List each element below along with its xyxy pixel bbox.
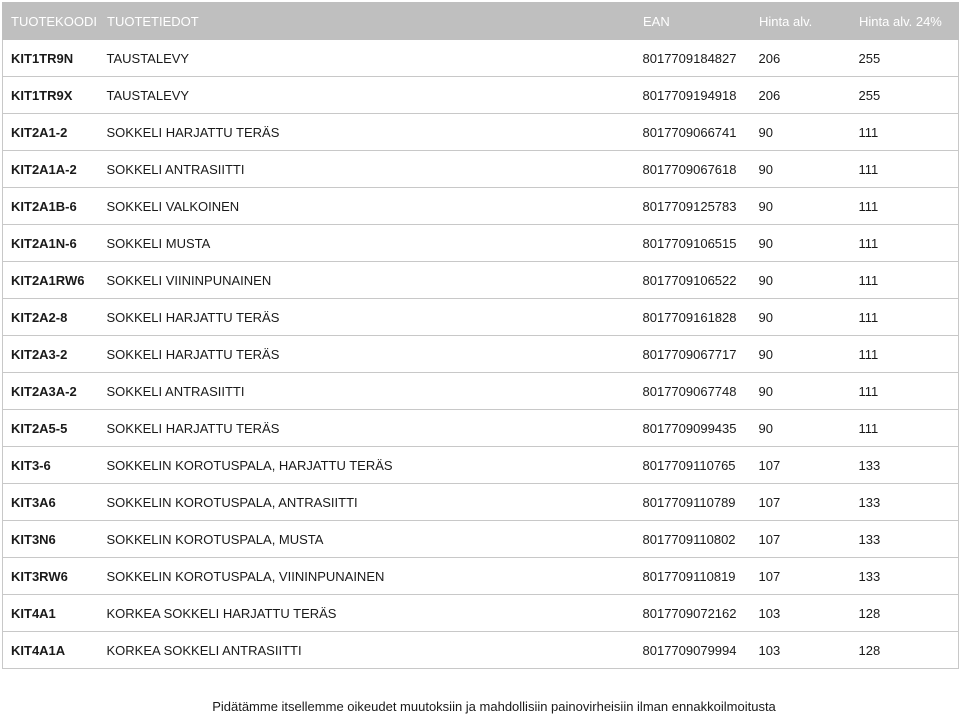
cell-product-info: SOKKELI ANTRASIITTI: [99, 373, 635, 410]
cell-product-info: SOKKELI VIININPUNAINEN: [99, 262, 635, 299]
cell-product-code: KIT2A5-5: [3, 410, 99, 447]
header-price: Hinta alv.: [751, 3, 851, 40]
header-product-code: TUOTEKOODI: [3, 3, 99, 40]
cell-ean: 8017709099435: [635, 410, 751, 447]
cell-ean: 8017709067618: [635, 151, 751, 188]
table-row: [3, 595, 959, 632]
cell-product-info: SOKKELI HARJATTU TERÄS: [99, 114, 635, 151]
cell-ean: 8017709110789: [635, 484, 751, 521]
cell-product-code: KIT4A1A: [3, 632, 99, 669]
cell-product-code: KIT3N6: [3, 521, 99, 558]
cell-product-info: SOKKELI HARJATTU TERÄS: [99, 410, 635, 447]
cell-product-code: KIT1TR9N: [3, 40, 99, 77]
cell-price-vat: 133: [851, 521, 959, 558]
header-price-vat: Hinta alv. 24%: [851, 3, 959, 40]
cell-price: 90: [751, 336, 851, 373]
cell-product-info: TAUSTALEVY: [99, 40, 635, 77]
cell-price: 90: [751, 299, 851, 336]
cell-price-vat: 111: [851, 262, 959, 299]
table-row: [3, 299, 959, 336]
table-row: [3, 262, 959, 299]
cell-price: 107: [751, 484, 851, 521]
cell-price: 90: [751, 373, 851, 410]
price-list: [2, 2, 958, 669]
cell-product-info: TAUSTALEVY: [99, 77, 635, 114]
table-row: [3, 77, 959, 114]
cell-price-vat: 111: [851, 188, 959, 225]
cell-price-vat: 111: [851, 336, 959, 373]
table-body: [3, 40, 959, 669]
table-row: [3, 40, 959, 77]
cell-product-info: SOKKELI HARJATTU TERÄS: [99, 299, 635, 336]
cell-ean: 8017709079994: [635, 632, 751, 669]
cell-price-vat: 111: [851, 373, 959, 410]
cell-product-info: KORKEA SOKKELI HARJATTU TERÄS: [99, 595, 635, 632]
cell-price: 90: [751, 114, 851, 151]
cell-price: 107: [751, 447, 851, 484]
cell-price: 107: [751, 558, 851, 595]
table-row: [3, 484, 959, 521]
cell-price-vat: 128: [851, 632, 959, 669]
cell-price-vat: 128: [851, 595, 959, 632]
cell-price: 90: [751, 151, 851, 188]
cell-ean: 8017709110819: [635, 558, 751, 595]
cell-ean: 8017709106515: [635, 225, 751, 262]
cell-price-vat: 111: [851, 410, 959, 447]
cell-ean: 8017709184827: [635, 40, 751, 77]
table-row: [3, 410, 959, 447]
cell-ean: 8017709066741: [635, 114, 751, 151]
cell-product-code: KIT2A1N-6: [3, 225, 99, 262]
cell-price: 90: [751, 410, 851, 447]
header-row: [3, 3, 959, 40]
table-row: [3, 373, 959, 410]
cell-product-code: KIT2A1-2: [3, 114, 99, 151]
cell-product-info: KORKEA SOKKELI ANTRASIITTI: [99, 632, 635, 669]
cell-price-vat: 111: [851, 299, 959, 336]
cell-product-code: KIT2A1A-2: [3, 151, 99, 188]
cell-ean: 8017709161828: [635, 299, 751, 336]
table-row: [3, 521, 959, 558]
cell-product-info: SOKKELIN KOROTUSPALA, MUSTA: [99, 521, 635, 558]
cell-product-info: SOKKELI MUSTA: [99, 225, 635, 262]
table-row: [3, 188, 959, 225]
table-row: [3, 225, 959, 262]
table-row: [3, 336, 959, 373]
cell-product-info: SOKKELIN KOROTUSPALA, VIININPUNAINEN: [99, 558, 635, 595]
cell-price-vat: 255: [851, 40, 959, 77]
cell-product-code: KIT2A2-8: [3, 299, 99, 336]
cell-price-vat: 133: [851, 558, 959, 595]
cell-price: 90: [751, 188, 851, 225]
header-product-info: TUOTETIEDOT: [99, 3, 635, 40]
cell-price: 103: [751, 632, 851, 669]
cell-price: 90: [751, 225, 851, 262]
cell-product-code: KIT2A3-2: [3, 336, 99, 373]
table-row: [3, 632, 959, 669]
cell-product-code: KIT1TR9X: [3, 77, 99, 114]
cell-product-code: KIT2A3A-2: [3, 373, 99, 410]
cell-product-code: KIT4A1: [3, 595, 99, 632]
cell-price: 206: [751, 40, 851, 77]
cell-price: 206: [751, 77, 851, 114]
cell-price-vat: 255: [851, 77, 959, 114]
cell-price-vat: 111: [851, 225, 959, 262]
cell-price-vat: 133: [851, 484, 959, 521]
cell-price-vat: 111: [851, 151, 959, 188]
cell-product-code: KIT3RW6: [3, 558, 99, 595]
table-row: [3, 447, 959, 484]
cell-price: 103: [751, 595, 851, 632]
table-row: [3, 151, 959, 188]
cell-price-vat: 133: [851, 447, 959, 484]
cell-ean: 8017709067748: [635, 373, 751, 410]
footer-disclaimer: Pidätämme itsellemme oikeudet muutoksiin ja mahdollisiin painovirheisiin ilman ennakkoilmoitusta: [212, 699, 776, 714]
cell-product-code: KIT3A6: [3, 484, 99, 521]
cell-product-info: SOKKELI VALKOINEN: [99, 188, 635, 225]
cell-ean: 8017709110765: [635, 447, 751, 484]
cell-product-info: SOKKELI ANTRASIITTI: [99, 151, 635, 188]
cell-product-code: KIT2A1B-6: [3, 188, 99, 225]
cell-product-info: SOKKELIN KOROTUSPALA, ANTRASIITTI: [99, 484, 635, 521]
cell-price: 90: [751, 262, 851, 299]
cell-ean: 8017709125783: [635, 188, 751, 225]
header-ean: EAN: [635, 3, 751, 40]
cell-product-info: SOKKELI HARJATTU TERÄS: [99, 336, 635, 373]
cell-ean: 8017709110802: [635, 521, 751, 558]
price-table: [2, 2, 959, 669]
cell-product-code: KIT3-6: [3, 447, 99, 484]
cell-price-vat: 111: [851, 114, 959, 151]
table-row: [3, 114, 959, 151]
cell-price: 107: [751, 521, 851, 558]
cell-product-code: KIT2A1RW6: [3, 262, 99, 299]
table-row: [3, 558, 959, 595]
cell-ean: 8017709106522: [635, 262, 751, 299]
cell-ean: 8017709072162: [635, 595, 751, 632]
cell-ean: 8017709067717: [635, 336, 751, 373]
cell-ean: 8017709194918: [635, 77, 751, 114]
cell-product-info: SOKKELIN KOROTUSPALA, HARJATTU TERÄS: [99, 447, 635, 484]
